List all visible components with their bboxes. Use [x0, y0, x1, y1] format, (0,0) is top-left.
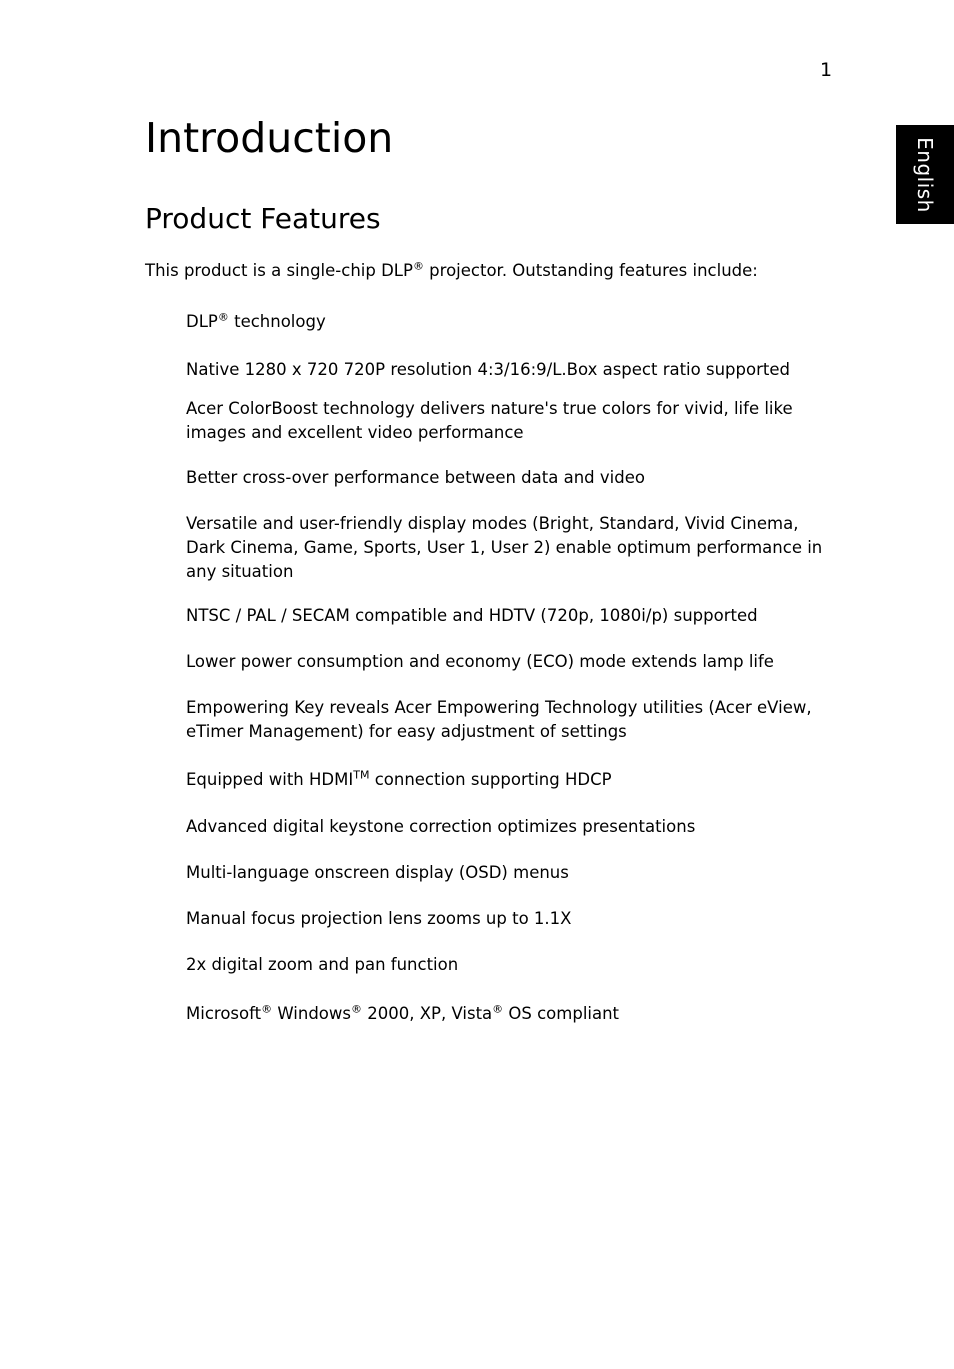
intro-text-tail: projector. Outstanding features include:	[423, 261, 758, 280]
feature-item: Lower power consumption and economy (ECO) mode extends lamp life	[186, 652, 774, 671]
registered-mark: ®	[492, 1002, 504, 1016]
feature-item: Multi-language onscreen display (OSD) menus	[186, 863, 569, 882]
feature-item: Native 1280 x 720 720P resolution 4:3/16:9/L.Box aspect ratio supported	[186, 360, 790, 379]
language-tab	[896, 125, 954, 224]
section-heading: Product Features	[145, 202, 381, 235]
feature-item: Better cross-over performance between data and video	[186, 468, 645, 487]
page-number: 1	[820, 59, 833, 81]
registered-mark: ®	[261, 1002, 273, 1016]
intro-text: This product is a single-chip DLP	[145, 261, 413, 280]
feature-item: Empowering Key reveals Acer Empowering Technology utilities (Acer eView, eTimer Management) for easy adjustment of settings	[186, 698, 812, 741]
language-tab-label: English	[913, 136, 937, 213]
feature-text: DLP	[186, 312, 218, 331]
page-title: Introduction	[145, 114, 394, 162]
feature-text-tail: OS compliant	[503, 1004, 620, 1023]
feature-item: Advanced digital keystone correction optimizes presentations	[186, 817, 696, 836]
feature-item	[186, 1002, 836, 1026]
intro-paragraph	[145, 259, 758, 283]
feature-item: Manual focus projection lens zooms up to 1.1X	[186, 909, 572, 928]
feature-item	[186, 768, 836, 792]
feature-text-tail: technology	[228, 312, 326, 331]
feature-text-tail: Windows	[272, 1004, 351, 1023]
feature-item: NTSC / PAL / SECAM compatible and HDTV (720p, 1080i/p) supported	[186, 606, 758, 625]
feature-item: Acer ColorBoost technology delivers nature's true colors for vivid, life like images and excellent video performance	[186, 399, 793, 442]
feature-item: 2x digital zoom and pan function	[186, 955, 459, 974]
feature-text: Equipped with HDMI	[186, 770, 354, 789]
feature-text: Microsoft	[186, 1004, 262, 1023]
feature-text-tail: connection supporting HDCP	[369, 770, 612, 789]
feature-item	[186, 310, 836, 334]
registered-mark: ®	[351, 1002, 362, 1016]
feature-text-tail: 2000, XP, Vista	[362, 1004, 493, 1023]
registered-mark: ®	[217, 310, 229, 324]
registered-mark: ®	[412, 259, 424, 273]
trademark-mark: TM	[353, 768, 370, 782]
feature-item: Versatile and user-friendly display modes (Bright, Standard, Vivid Cinema, Dark Cinema, Game, Sports, User 1, User 2) enable optimum performance in any situation	[186, 514, 823, 581]
